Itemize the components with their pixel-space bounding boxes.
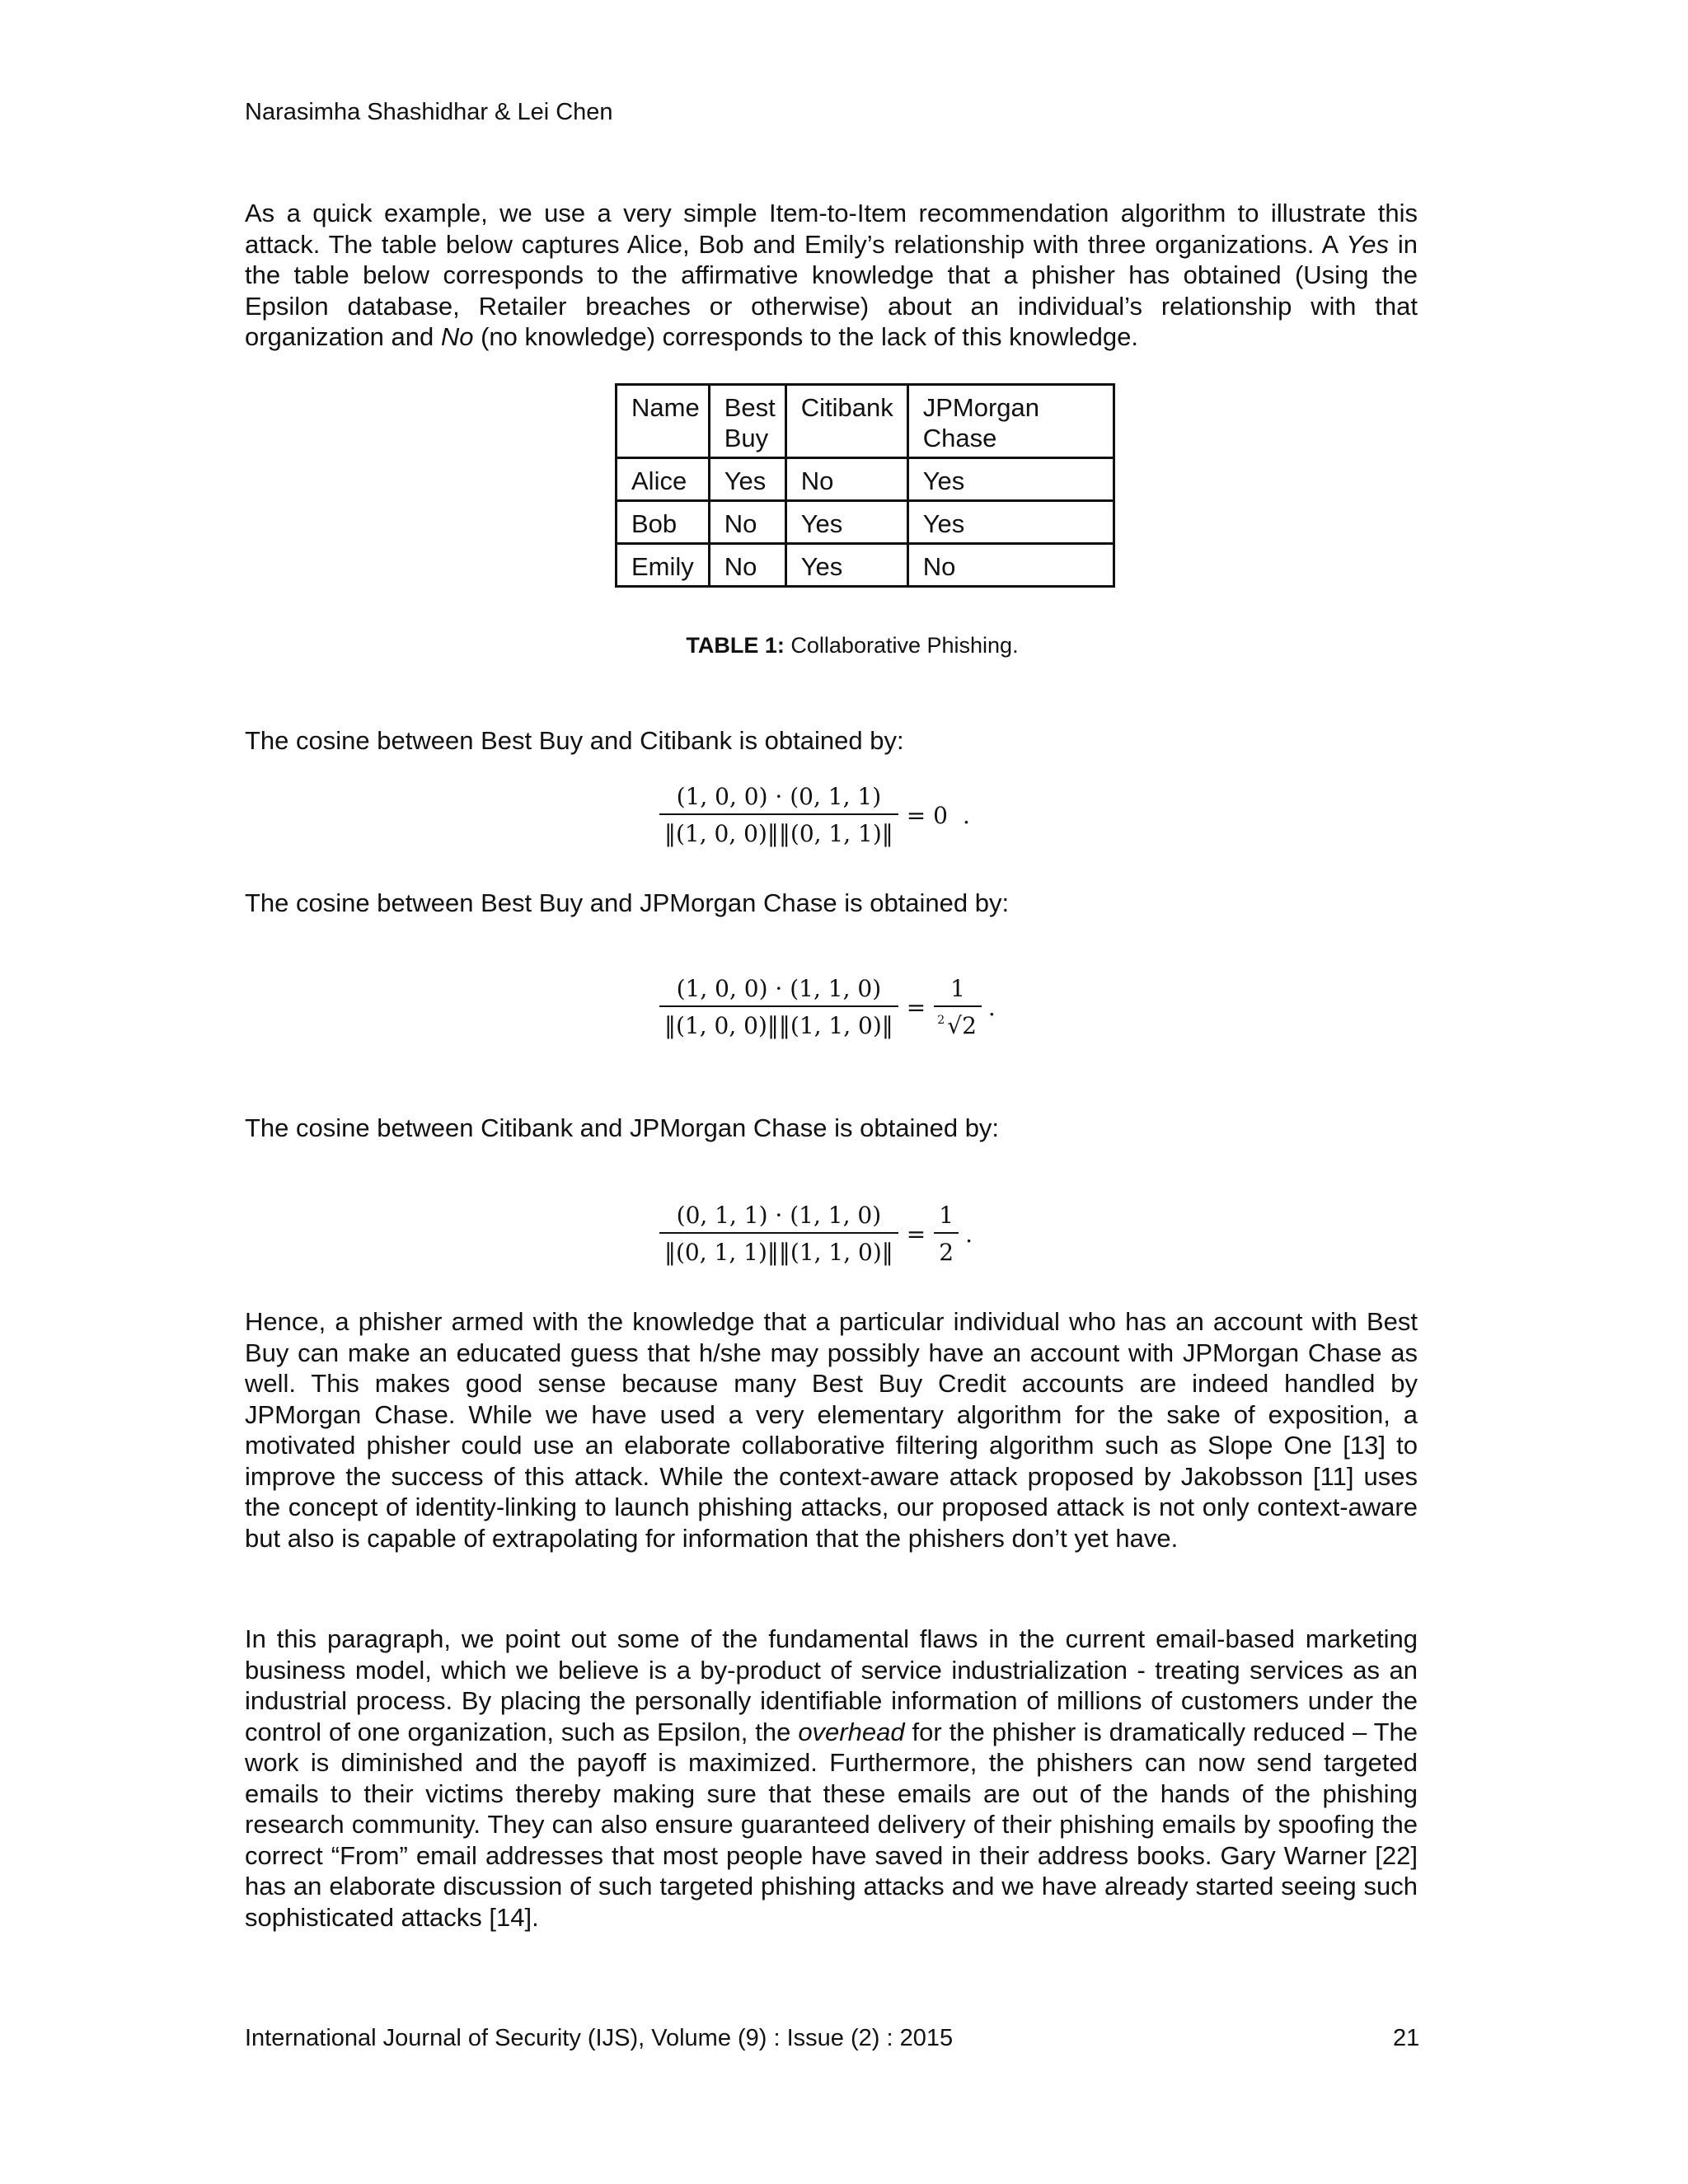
table-cell: Yes bbox=[907, 458, 1114, 501]
caption-label: TABLE 1: bbox=[686, 633, 785, 658]
flaws-text-1: In this paragraph, we point out some of the fundamental flaws in the current email-based marketing business model, which we believe is a by-product of service industrialization - treating services as an industrial process. By placing the personally identifiable information of millions of customers under the control of one organization, such as Epsilon, the bbox=[245, 1624, 1418, 1746]
equation-lead-2: The cosine between Best Buy and JPMorgan Chase is obtained by: bbox=[245, 888, 1010, 917]
intro-text-2: in the table below corresponds to the affirmative knowledge that a phisher has obtained (Using the Epsilon database, Retailer breaches or otherwise) about an individual’s relationship with that organization and bbox=[245, 229, 1418, 351]
table-row bbox=[617, 501, 1114, 544]
equals-sign: = bbox=[906, 993, 926, 1021]
table-row bbox=[617, 458, 1114, 501]
table-cell: Yes bbox=[785, 544, 907, 587]
table-cell: Emily bbox=[617, 544, 710, 587]
intro-text-1: As a quick example, we use a very simple Item-to-Item recommendation algorithm to illustrate this attack. The table below captures Alice, Bob and Emily’s relationship with three organizations. A bbox=[245, 199, 1418, 259]
table-cell: Yes bbox=[709, 458, 785, 501]
equation-3-result-denominator: 2 bbox=[934, 1232, 959, 1266]
journal-footer: International Journal of Security (IJS), Volume (9) : Issue (2) : 2015 bbox=[245, 2025, 954, 2051]
table-cell: Alice bbox=[617, 458, 710, 501]
equation-3-period: . bbox=[965, 1220, 973, 1248]
equation-2-result-numerator: 1 bbox=[950, 975, 965, 1002]
table-header-row bbox=[617, 385, 1114, 458]
equation-2-period: . bbox=[987, 993, 996, 1021]
equation-1 bbox=[659, 783, 970, 847]
flaws-emphasis: overhead bbox=[798, 1717, 905, 1746]
equation-3-numerator: (0, 1, 1) · (1, 1, 0) bbox=[676, 1202, 882, 1229]
intro-paragraph bbox=[245, 198, 1418, 353]
caption-text: Collaborative Phishing. bbox=[784, 633, 1019, 658]
equation-1-denominator: ‖(1, 0, 0)‖‖(0, 1, 1)‖ bbox=[659, 813, 898, 847]
equation-1-fraction bbox=[659, 783, 898, 847]
root-radicand: √2 bbox=[947, 1012, 977, 1039]
table-cell: Yes bbox=[785, 501, 907, 544]
root-index: 2 bbox=[937, 1014, 945, 1027]
equation-2-denominator: ‖(1, 0, 0)‖‖(1, 1, 0)‖ bbox=[659, 1005, 898, 1039]
equation-lead-3: The cosine between Citibank and JPMorgan Chase is obtained by: bbox=[245, 1113, 1000, 1142]
equation-1-numerator: (1, 0, 0) · (0, 1, 1) bbox=[676, 783, 882, 810]
table-cell: No bbox=[709, 544, 785, 587]
equation-3-result-fraction bbox=[934, 1202, 959, 1266]
equation-2-fraction bbox=[659, 975, 898, 1039]
equation-2-result-denominator bbox=[934, 1005, 982, 1039]
equation-lead-1: The cosine between Best Buy and Citibank is obtained by: bbox=[245, 726, 904, 755]
conclusion-paragraph: Hence, a phisher armed with the knowledge that a particular individual who has an account with Best Buy can make an educated guess that h/she may possibly have an account with JPMorgan Chase as well. This makes good sense because many Best Buy Credit accounts are indeed handled by JPMorgan Chase. While we have used a very elementary algorithm for the sake of exposition, a motivated phisher could use an elaborate collaborative filtering algorithm such as Slope One [13] to improve the success of this attack. While the context-aware attack proposed by Jakobsson [11] uses the concept of identity-linking to launch phishing attacks, our proposed attack is not only context-aware but also is capable of extrapolating for information that the phishers don’t yet have. bbox=[245, 1307, 1418, 1553]
table-cell: No bbox=[709, 501, 785, 544]
equation-3 bbox=[659, 1202, 973, 1266]
nth-root bbox=[939, 1012, 977, 1039]
equation-1-period: . bbox=[962, 801, 970, 829]
relationship-table bbox=[615, 383, 1115, 588]
equation-2-result-fraction bbox=[934, 975, 982, 1039]
header-cell-name: Name bbox=[617, 385, 710, 458]
table-caption bbox=[0, 633, 1688, 658]
equation-3-fraction bbox=[659, 1202, 898, 1266]
equation-1-result: = 0 bbox=[906, 801, 948, 829]
header-cell-best-buy: Best Buy bbox=[709, 385, 785, 458]
table-cell: Bob bbox=[617, 501, 710, 544]
table-cell: No bbox=[907, 544, 1114, 587]
page-number: 21 bbox=[1393, 2025, 1420, 2051]
intro-emphasis-no: No bbox=[440, 322, 474, 351]
equals-sign: = bbox=[906, 1220, 926, 1248]
table-cell: Yes bbox=[907, 501, 1114, 544]
table-cell: No bbox=[785, 458, 907, 501]
flaws-text-2: for the phisher is dramatically reduced – The work is diminished and the payoff is maximized. Furthermore, the phishers can now send targeted emails to their victims thereby making sure that these emails are out of the hands of the phishing research community. They can also ensure guaranteed delivery of their phishing emails by spoofing the correct “From” email addresses that most people have saved in their address books. Gary Warner [22] has an elaborate discussion of such targeted phishing attacks and we have already started seeing such sophisticated attacks [14]. bbox=[245, 1717, 1418, 1932]
equation-3-denominator: ‖(0, 1, 1)‖‖(1, 1, 0)‖ bbox=[659, 1232, 898, 1266]
intro-emphasis-yes: Yes bbox=[1346, 229, 1390, 259]
flaws-paragraph bbox=[245, 1624, 1418, 1933]
equation-3-result-numerator: 1 bbox=[939, 1202, 954, 1229]
header-cell-citibank: Citibank bbox=[785, 385, 907, 458]
equation-2-numerator: (1, 0, 0) · (1, 1, 0) bbox=[676, 975, 882, 1002]
intro-text-3: (no knowledge) corresponds to the lack of this knowledge. bbox=[473, 322, 1138, 351]
equation-2 bbox=[659, 975, 996, 1039]
header-cell-jpmorgan: JPMorgan Chase bbox=[907, 385, 1114, 458]
table-row bbox=[617, 544, 1114, 587]
running-header: Narasimha Shashidhar & Lei Chen bbox=[245, 99, 613, 125]
